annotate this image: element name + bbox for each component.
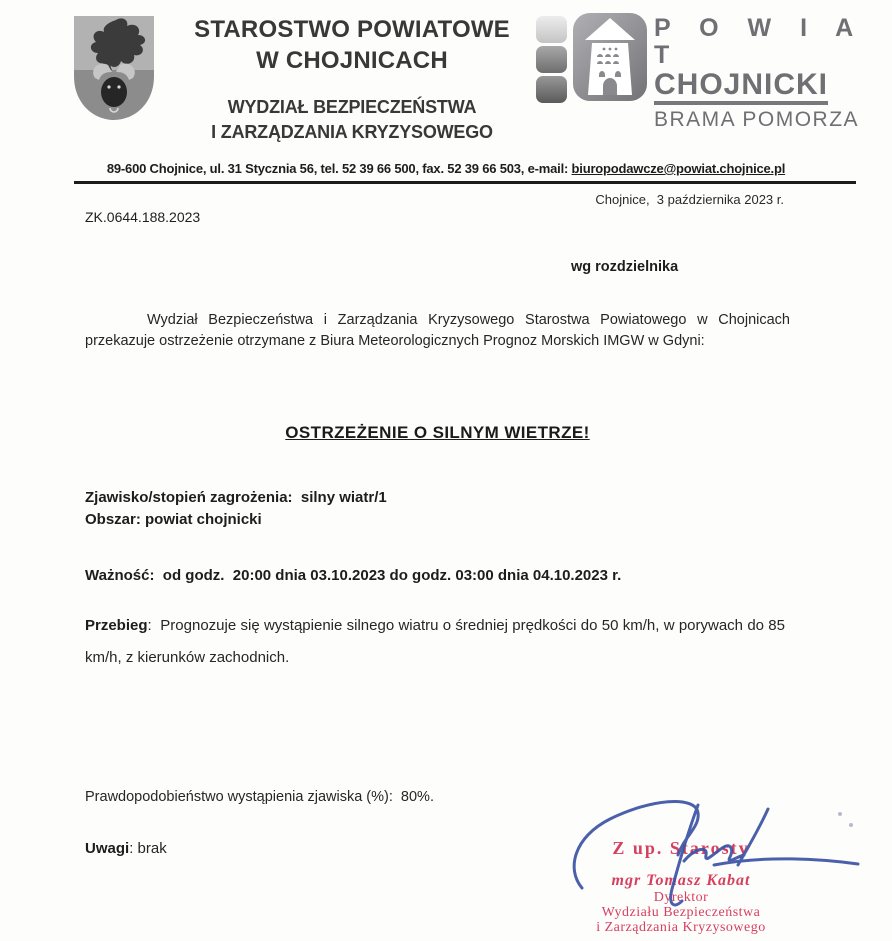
powiat-logo [536,12,888,131]
course-paragraph [85,610,790,674]
logo-brama-label: BRAMA POMORZA [654,108,860,131]
org-name-line1: STAROSTWO POWIATOWE [194,16,510,43]
remarks-text: : brak [129,840,167,857]
coat-of-arms-icon [70,12,158,124]
signature-ink [566,793,892,941]
remarks-label: Uwagi [85,840,130,857]
scan-artifact [838,812,842,816]
letterhead [168,14,536,145]
contact-address: 89-600 Chojnice, ul. 31 Stycznia 56, tel. 52 39 66 500, fax. 52 39 66 503, e-mail: [106,161,572,176]
dept-name-line2: I ZARZĄDZANIA KRYZYSOWEGO [211,122,493,142]
stamp-dept-line1: Wydziału Bezpieczeństwa [601,905,761,920]
scan-artifact [849,823,853,827]
dept-name-line1: WYDZIAŁ BEZPIECZEŃSTWA [227,97,477,117]
logo-squares-icon [536,16,568,106]
course-label: Przebieg [85,617,148,634]
probability-line: Prawdopodobieństwo wystąpienia zjawiska (%): 80%. [85,789,434,805]
contact-line [0,161,892,176]
tower-gate-icon [573,13,647,101]
logo-powiat-label: P O W I A T [654,14,864,69]
remarks-line [85,840,167,857]
validity-line: Ważność: od godz. 20:00 dnia 03.10.2023 do godz. 03:00 dnia 04.10.2023 r. [85,567,622,584]
header-divider [74,181,856,184]
org-name-line2: W CHOJNICACH [256,47,448,74]
phenomenon-line: Zjawisko/stopień zagrożenia: silny wiatr/1 [85,489,387,506]
intro-paragraph: Wydział Bezpieczeństwa i Zarządzania Kryzysowego Starostwa Powiatowego w Chojnicach przekazuje ostrzeżenie otrzymane z Biura Meteorologicznych Prognoz Morskich IMGW w Gdyni: [85,312,790,349]
stamp-authorization: Z up. Starosty [612,838,750,858]
course-text: : Prognozuje się wystąpienie silnego wiatru o średniej prędkości do 50 km/h, w porywach do 85 km/h, z kierunków zachodnich. [85,617,790,666]
date-line: Chojnice, 3 października 2023 r. [595,192,784,207]
reference-number: ZK.0644.188.2023 [85,209,201,225]
stamp-dept-line2: i Zarządzania Kryzysowego [596,920,766,935]
contact-email: biuropodawcze@powiat.chojnice.pl [571,161,786,176]
warning-title: OSTRZEŻENIE O SILNYM WIETRZE! [285,423,590,442]
area-line: Obszar: powiat chojnicki [85,511,262,528]
stamp-signatory-name: mgr Tomasz Kabat [611,872,751,889]
distribution-note: wg rozdzielnika [571,259,679,275]
logo-chojnicki-label: CHOJNICKI [654,69,828,105]
stamp-title: Dyrektor [653,890,709,905]
